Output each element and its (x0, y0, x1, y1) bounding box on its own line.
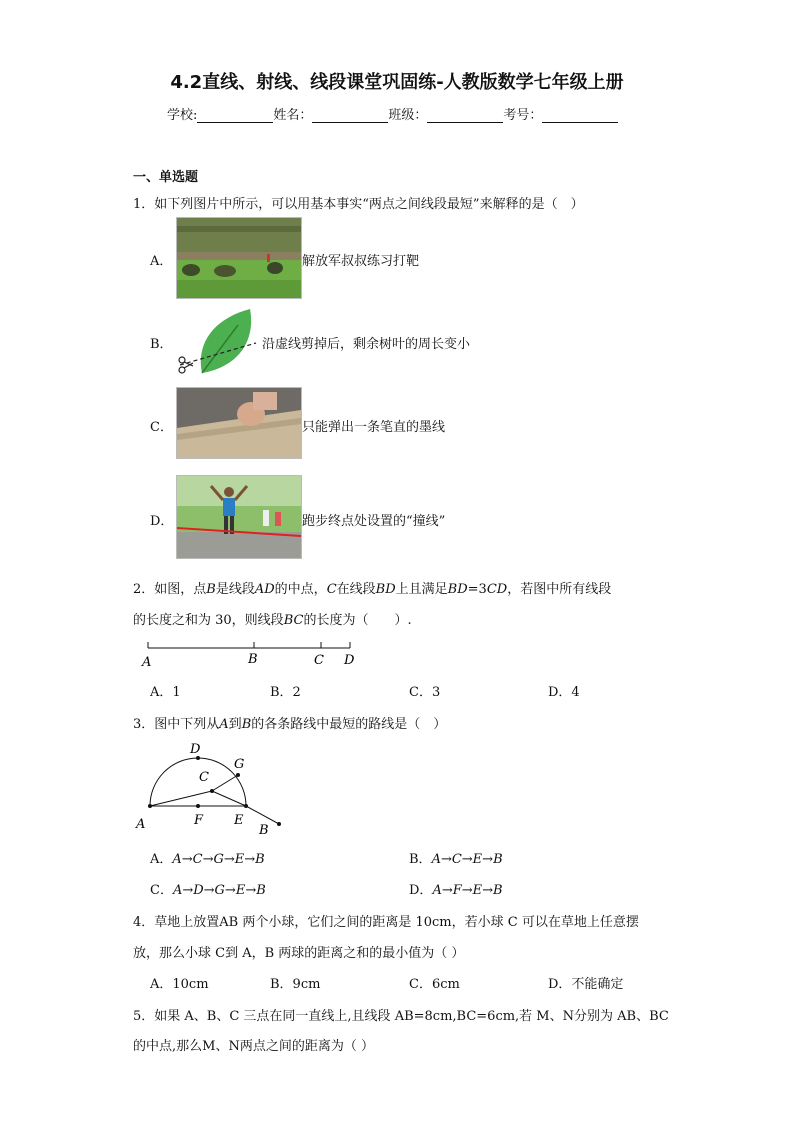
q1-option-b-letter: B． (150, 337, 173, 352)
school-label: 学校: (167, 108, 198, 123)
q3-var: A (219, 717, 229, 732)
point-label-b: B (248, 652, 258, 667)
leaf-scissors-figure (176, 305, 260, 377)
q2-var: C (326, 582, 337, 597)
exam-number-blank (542, 109, 618, 123)
point-label-c: C (314, 653, 324, 668)
q2-var: AD (254, 582, 275, 597)
q1-option-d-letter: D． (150, 514, 174, 529)
q3-option-path: A→F→E→B (432, 883, 503, 898)
name-label: 姓名： (273, 108, 313, 123)
q1-option-c-letter: C． (150, 420, 173, 435)
q4-option-b[interactable]: B．9cm (270, 977, 321, 992)
q2-var: BD (447, 582, 468, 597)
q2-stem-line2 (133, 609, 412, 628)
q3-option-path: A→C→G→E→B (172, 852, 265, 867)
point-label-e: E (234, 813, 244, 828)
q3-option-letter: C． (150, 883, 173, 898)
finish-line-photo (176, 475, 302, 559)
q4-option-a[interactable]: A．10cm (150, 977, 209, 992)
q1-stem: 1．如下列图片中所示，可以用基本事实“两点之间线段最短”来解释的是（ ） (133, 197, 584, 212)
point-label-d: D (344, 653, 355, 668)
q3-text: 到 (228, 717, 242, 732)
exam-number-label: 考号： (503, 108, 543, 123)
q3-stem (133, 713, 446, 732)
q1-option-c-text: 只能弹出一条笔直的墨线 (302, 420, 446, 435)
point-label-d: D (190, 742, 201, 757)
section-heading: 一、单选题 (133, 170, 199, 185)
q2-text: 2．如图，点 (133, 582, 207, 597)
q3-var: B (241, 717, 252, 732)
point-label-a: A (142, 655, 152, 670)
q2-text: 在线段 (336, 582, 376, 597)
q4-stem-line2: 放，那么小球 C到 A，B 两球的距离之和的最小值为（ ） (133, 946, 465, 961)
school-blank (197, 109, 273, 123)
point-label-f: F (194, 813, 204, 828)
q2-text: 是线段 (215, 582, 255, 597)
q4-option-c[interactable]: C．6cm (409, 977, 460, 992)
q3-option-c[interactable] (150, 879, 266, 898)
name-blank (312, 109, 388, 123)
q2-text: 的长度为（ ）. (303, 613, 412, 628)
q5-stem-line2: 的中点,那么M、N两点之间的距离为（ ） (133, 1039, 374, 1054)
class-blank (427, 109, 503, 123)
q2-text: ，若图中所有线段 (507, 582, 612, 597)
q1-option-a-text: 解放军叔叔练习打靶 (302, 254, 420, 269)
q2-option-c[interactable]: C．3 (409, 685, 441, 700)
q2-text: 上且满足 (395, 582, 448, 597)
q1-option-d-text: 跑步终点处设置的“撞线” (302, 514, 446, 529)
q1-option-b-text: 沿虚线剪掉后，剩余树叶的周长变小 (262, 337, 471, 352)
q3-option-letter: A． (150, 852, 173, 867)
q2-option-b[interactable]: B．2 (270, 685, 301, 700)
q3-option-letter: B． (409, 852, 432, 867)
q3-option-path: A→D→G→E→B (172, 883, 266, 898)
point-label-g: G (234, 757, 245, 772)
shooting-practice-photo (176, 217, 302, 299)
point-label-b: B (259, 823, 269, 838)
ink-line-photo (176, 387, 302, 459)
q2-var: CD (486, 582, 508, 597)
point-label-a: A (136, 817, 146, 832)
q3-option-d[interactable] (409, 879, 503, 898)
q2-text: 的长度之和为 30，则线段 (133, 613, 284, 628)
q4-stem-line1: 4．草地上放置AB 两个小球，它们之间的距离是 10cm，若小球 C 可以在草地上任意摆 (133, 915, 639, 930)
q2-stem-line1 (133, 578, 611, 597)
q3-text: 的各条路线中最短的路线是（ ） (251, 717, 447, 732)
class-label: 班级： (388, 108, 428, 123)
q4-option-d[interactable]: D．不能确定 (548, 977, 624, 992)
q2-text: 的中点， (274, 582, 327, 597)
q2-var: B (206, 582, 216, 597)
q3-option-letter: D． (409, 883, 433, 898)
q1-option-a-letter: A． (150, 254, 173, 269)
q2-option-d[interactable]: D．4 (548, 685, 580, 700)
q2-segment-diagram (138, 636, 368, 672)
q3-text: 3．图中下列从 (133, 717, 220, 732)
q3-option-path: A→C→E→B (431, 852, 503, 867)
q3-option-a[interactable] (150, 848, 265, 867)
q2-text: =3 (467, 582, 487, 597)
page-title: 4.2直线、射线、线段课堂巩固练-人教版数学七年级上册 (170, 72, 624, 93)
q2-var: BD (375, 582, 396, 597)
q2-option-a[interactable]: A．1 (150, 685, 181, 700)
q3-option-b[interactable] (409, 848, 503, 867)
student-info-line (167, 104, 618, 123)
q3-route-diagram (130, 738, 300, 838)
q2-var: BC (283, 613, 304, 628)
q5-stem-line1: 5．如果 A、B、C 三点在同一直线上,且线段 AB=8cm,BC=6cm,若 M、N分别为 AB、BC (133, 1009, 669, 1024)
point-label-c: C (199, 770, 209, 785)
